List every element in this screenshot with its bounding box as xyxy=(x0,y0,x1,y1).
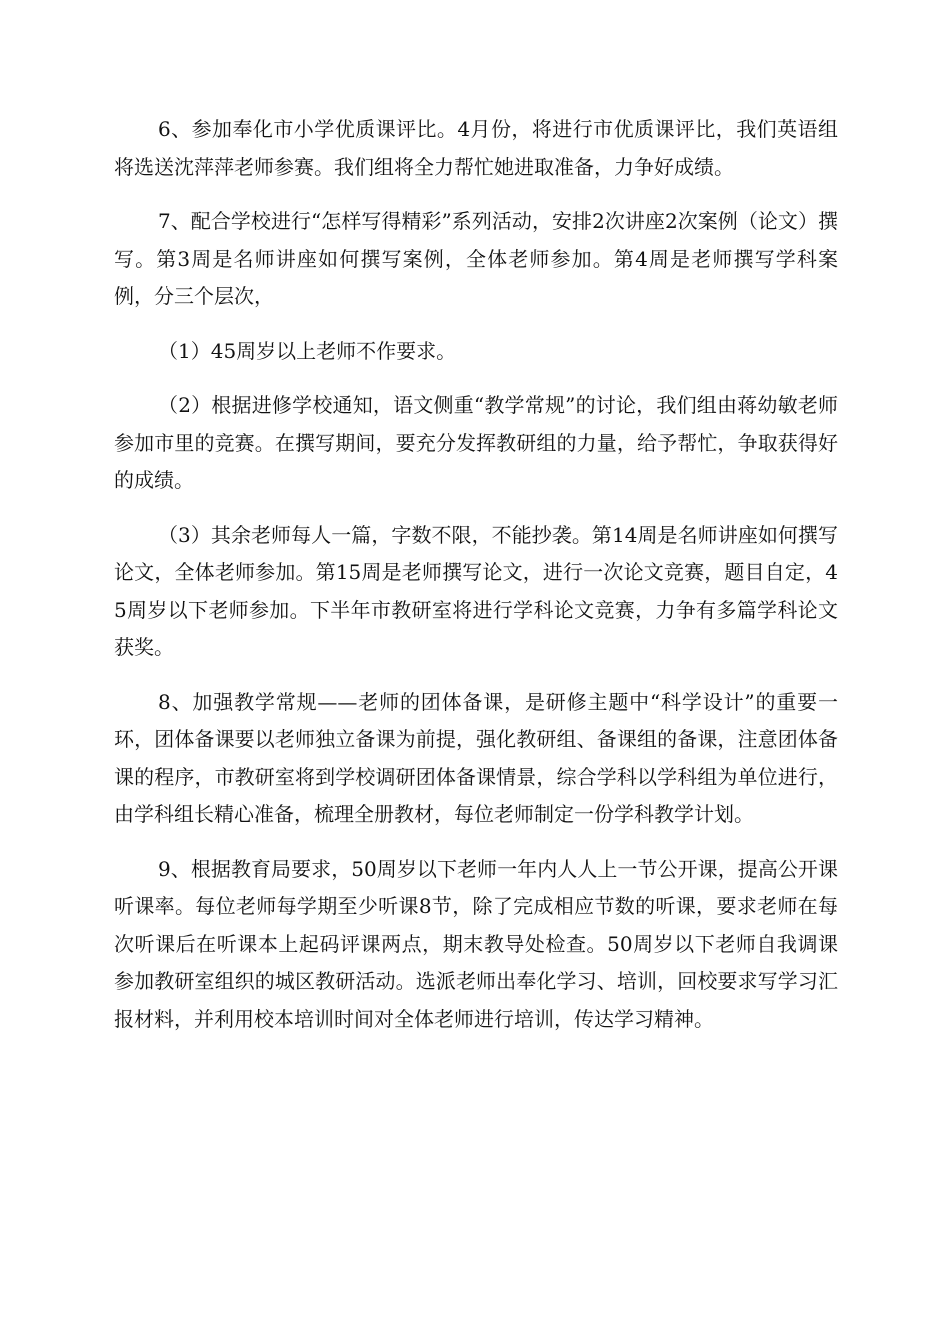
paragraph-item-6: 6、参加奉化市小学优质课评比。4月份，将进行市优质课评比，我们英语组将选送沈萍萍老师参赛。我们组将全力帮忙她进取准备，力争好成绩。 xyxy=(114,117,838,179)
paragraph-subitem-1: （1）45周岁以上老师不作要求。 xyxy=(158,338,457,363)
paragraph-subitem-2: （2）根据进修学校通知，语文侧重“教学常规”的讨论，我们组由蒋幼敏老师参加市里的竞赛。在撰写期间，要充分发挥教研组的力量，给予帮忙，争取获得好的成绩。 xyxy=(114,393,838,492)
paragraph-item-7: 7、配合学校进行“怎样写得精彩”系列活动，安排2次讲座2次案例（论文）撰写。第3周是名师讲座如何撰写案例，全体老师参加。第4周是老师撰写学科案例，分三个层次， xyxy=(114,209,838,308)
paragraph-item-8: 8、加强教学常规——老师的团体备课，是研修主题中“科学设计”的重要一环，团体备课要以老师独立备课为前提，强化教研组、备课组的备课，注意团体备课的程序，市教研室将到学校调研团体备课情景，综合学科以学科组为单位进行，由学科组长精心准备，梳理全册教材，每位老师制定一份学科教学计划。 xyxy=(114,689,838,826)
document-body xyxy=(114,111,838,1055)
paragraph-item-9: 9、根据教育局要求，50周岁以下老师一年内人人上一节公开课，提高公开课听课率。每位老师每学期至少听课8节，除了完成相应节数的听课，要求老师在每次听课后在听课本上起码评课两点，期末教导处检查。50周岁以下老师自我调课参加教研室组织的城区教研活动。选派老师出奉化学习、培训，回校要求写学习汇报材料，并利用校本培训时间对全体老师进行培训，传达学习精神。 xyxy=(114,856,838,1031)
paragraph-subitem-3: （3）其余老师每人一篇，字数不限，不能抄袭。第14周是名师讲座如何撰写论文，全体老师参加。第15周是老师撰写论文，进行一次论文竞赛，题目自定，45周岁以下老师参加。下半年市教研室将进行学科论文竞赛，力争有多篇学科论文获奖。 xyxy=(114,522,838,659)
